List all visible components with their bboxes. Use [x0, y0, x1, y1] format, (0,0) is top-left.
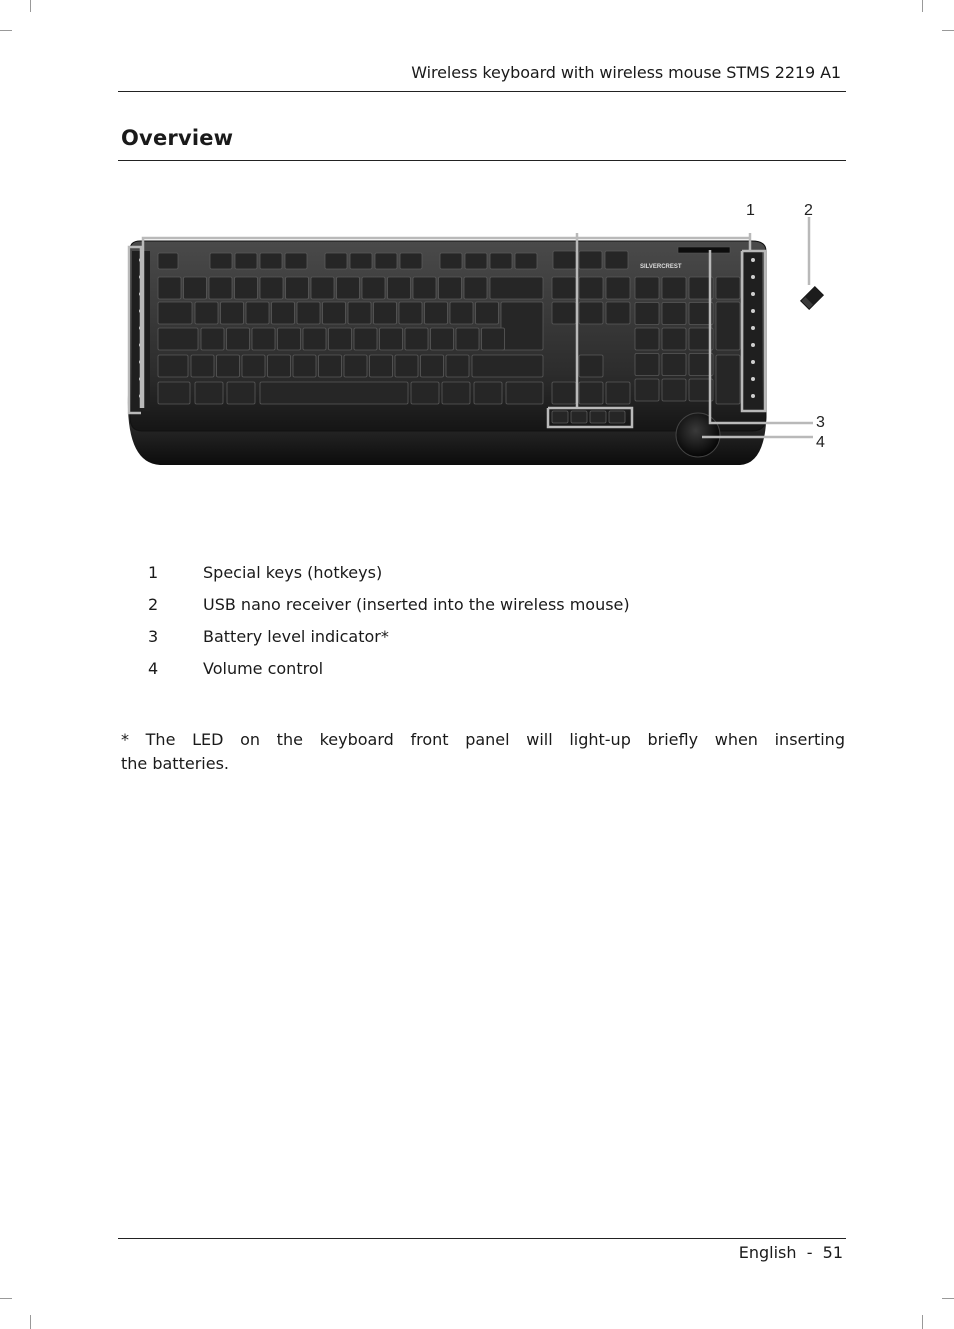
key	[439, 277, 462, 299]
footnote-word: panel	[465, 730, 510, 749]
key	[246, 302, 269, 324]
key-function	[260, 253, 282, 269]
footnote-word: when	[714, 730, 758, 749]
footnote-line-1	[121, 728, 845, 752]
brand-logo: SILVERCREST	[640, 264, 682, 270]
callout-2: 2	[804, 202, 813, 219]
key	[348, 302, 371, 324]
key	[388, 277, 411, 299]
key-function	[515, 253, 537, 269]
key	[278, 328, 301, 350]
key-numpad-plus	[716, 302, 740, 350]
key-numpad-enter	[716, 355, 740, 404]
key-arrow-up	[579, 355, 603, 377]
running-header: Wireless keyboard with wireless mouse STMS 2219 A1	[411, 63, 841, 82]
key	[431, 328, 454, 350]
key-numpad	[662, 379, 686, 401]
key-media	[553, 251, 576, 269]
key	[221, 302, 244, 324]
legend-number: 4	[148, 659, 159, 678]
legend-number: 3	[148, 627, 159, 646]
legend-text: Volume control	[203, 659, 324, 678]
key	[425, 302, 448, 324]
key-media	[605, 251, 628, 269]
key-function	[285, 253, 307, 269]
footnote-word: front	[410, 730, 449, 749]
key	[319, 355, 342, 377]
key-arrow	[552, 382, 576, 404]
key	[201, 328, 224, 350]
key	[252, 328, 275, 350]
key-nav	[552, 302, 576, 324]
key	[329, 328, 352, 350]
key-altgr	[411, 382, 439, 404]
led-window	[678, 247, 730, 253]
crop-mark	[922, 1315, 923, 1329]
key-caps	[158, 328, 198, 350]
key	[446, 355, 469, 377]
key	[260, 277, 283, 299]
footnote	[121, 728, 845, 776]
title-rule	[118, 160, 846, 161]
key	[456, 328, 479, 350]
legend-item	[148, 595, 630, 627]
usb-nano-receiver	[801, 287, 824, 310]
key-numpad	[662, 354, 686, 376]
key	[344, 355, 367, 377]
legend-item	[148, 627, 630, 659]
legend-text: Special keys (hotkeys)	[203, 563, 383, 582]
key-numpad	[635, 328, 659, 350]
keyboard-figure	[120, 195, 840, 485]
key	[272, 302, 295, 324]
footnote-word: The	[145, 730, 176, 749]
key-function	[465, 253, 487, 269]
key-function	[210, 253, 232, 269]
key-enter	[501, 302, 543, 350]
crop-mark	[942, 30, 954, 31]
key-numpad	[635, 379, 659, 401]
crop-mark	[922, 0, 923, 12]
key-backspace	[490, 277, 543, 299]
key	[380, 328, 403, 350]
key	[413, 277, 436, 299]
key	[268, 355, 291, 377]
footnote-word: will	[526, 730, 553, 749]
footer-rule	[118, 1238, 846, 1239]
crop-mark	[942, 1298, 954, 1299]
key	[242, 355, 265, 377]
key-function	[350, 253, 372, 269]
key	[235, 277, 258, 299]
footnote-line-2: the batteries.	[121, 754, 229, 773]
key-function	[325, 253, 347, 269]
key-nav	[552, 277, 576, 299]
key-numpad	[716, 277, 740, 299]
key-menu	[474, 382, 502, 404]
key	[323, 302, 346, 324]
key	[370, 355, 393, 377]
key-tab	[158, 302, 192, 324]
key	[450, 302, 473, 324]
crop-mark	[0, 1298, 12, 1299]
key-numpad	[635, 277, 659, 299]
key	[399, 302, 422, 324]
callout-4: 4	[816, 434, 825, 451]
key-ctrl-right	[506, 382, 543, 404]
crop-mark	[30, 1315, 31, 1329]
footnote-word: *	[121, 730, 129, 749]
legend-item	[148, 659, 630, 691]
footnote-word: inserting	[774, 730, 845, 749]
key	[482, 328, 505, 350]
key-alt	[227, 382, 255, 404]
key-nav	[579, 302, 603, 324]
key	[209, 277, 232, 299]
key	[374, 302, 397, 324]
legend-text: USB nano receiver (inserted into the wireless mouse)	[203, 595, 630, 614]
key	[464, 277, 487, 299]
key-shift-left	[158, 355, 188, 377]
key-media	[579, 251, 602, 269]
footnote-word: LED	[192, 730, 224, 749]
header-rule	[118, 91, 846, 92]
key	[354, 328, 377, 350]
key-arrow	[606, 382, 630, 404]
key	[476, 302, 499, 324]
key-function	[400, 253, 422, 269]
key-numpad	[635, 303, 659, 325]
footnote-word: briefly	[647, 730, 699, 749]
footnote-word: the	[276, 730, 303, 749]
key-area	[158, 251, 740, 423]
legend-text: Battery level indicator*	[203, 627, 389, 646]
page-footer: English - 51	[738, 1243, 843, 1262]
key	[297, 302, 320, 324]
volume-knob	[676, 413, 720, 457]
key	[293, 355, 316, 377]
crop-mark	[0, 30, 12, 31]
key-status	[571, 411, 587, 423]
key	[184, 277, 207, 299]
key-nav	[606, 302, 630, 324]
key-nav	[606, 277, 630, 299]
key	[311, 277, 334, 299]
footnote-word: light-up	[569, 730, 631, 749]
key	[395, 355, 418, 377]
key	[195, 302, 218, 324]
key-function	[440, 253, 462, 269]
key-function	[490, 253, 512, 269]
key-win	[195, 382, 223, 404]
callout-3: 3	[816, 414, 825, 431]
keyboard-illustration	[120, 195, 840, 485]
key-nav	[579, 277, 603, 299]
key-status	[552, 411, 568, 423]
key-numpad	[662, 303, 686, 325]
key	[227, 328, 250, 350]
key-numpad	[635, 354, 659, 376]
key-win-right	[442, 382, 470, 404]
key-space	[260, 382, 408, 404]
footnote-word: on	[240, 730, 261, 749]
key	[337, 277, 360, 299]
key-shift-right	[472, 355, 543, 377]
key	[303, 328, 326, 350]
footnote-word: keyboard	[319, 730, 394, 749]
legend-number: 1	[148, 563, 159, 582]
key-status	[609, 411, 625, 423]
legend-item	[148, 563, 630, 595]
key	[405, 328, 428, 350]
key-numpad	[662, 328, 686, 350]
legend-number: 2	[148, 595, 159, 614]
key-numpad	[662, 277, 686, 299]
legend-list	[148, 563, 630, 691]
key-status	[590, 411, 606, 423]
key	[158, 277, 181, 299]
key	[421, 355, 444, 377]
key-arrow	[579, 382, 603, 404]
callout-1: 1	[746, 202, 755, 219]
key	[217, 355, 240, 377]
key	[286, 277, 309, 299]
key-function	[235, 253, 257, 269]
crop-mark	[30, 0, 31, 12]
key	[362, 277, 385, 299]
key-ctrl	[158, 382, 190, 404]
key-function	[375, 253, 397, 269]
section-title: Overview	[121, 126, 234, 150]
key	[191, 355, 214, 377]
key-esc	[158, 253, 178, 269]
